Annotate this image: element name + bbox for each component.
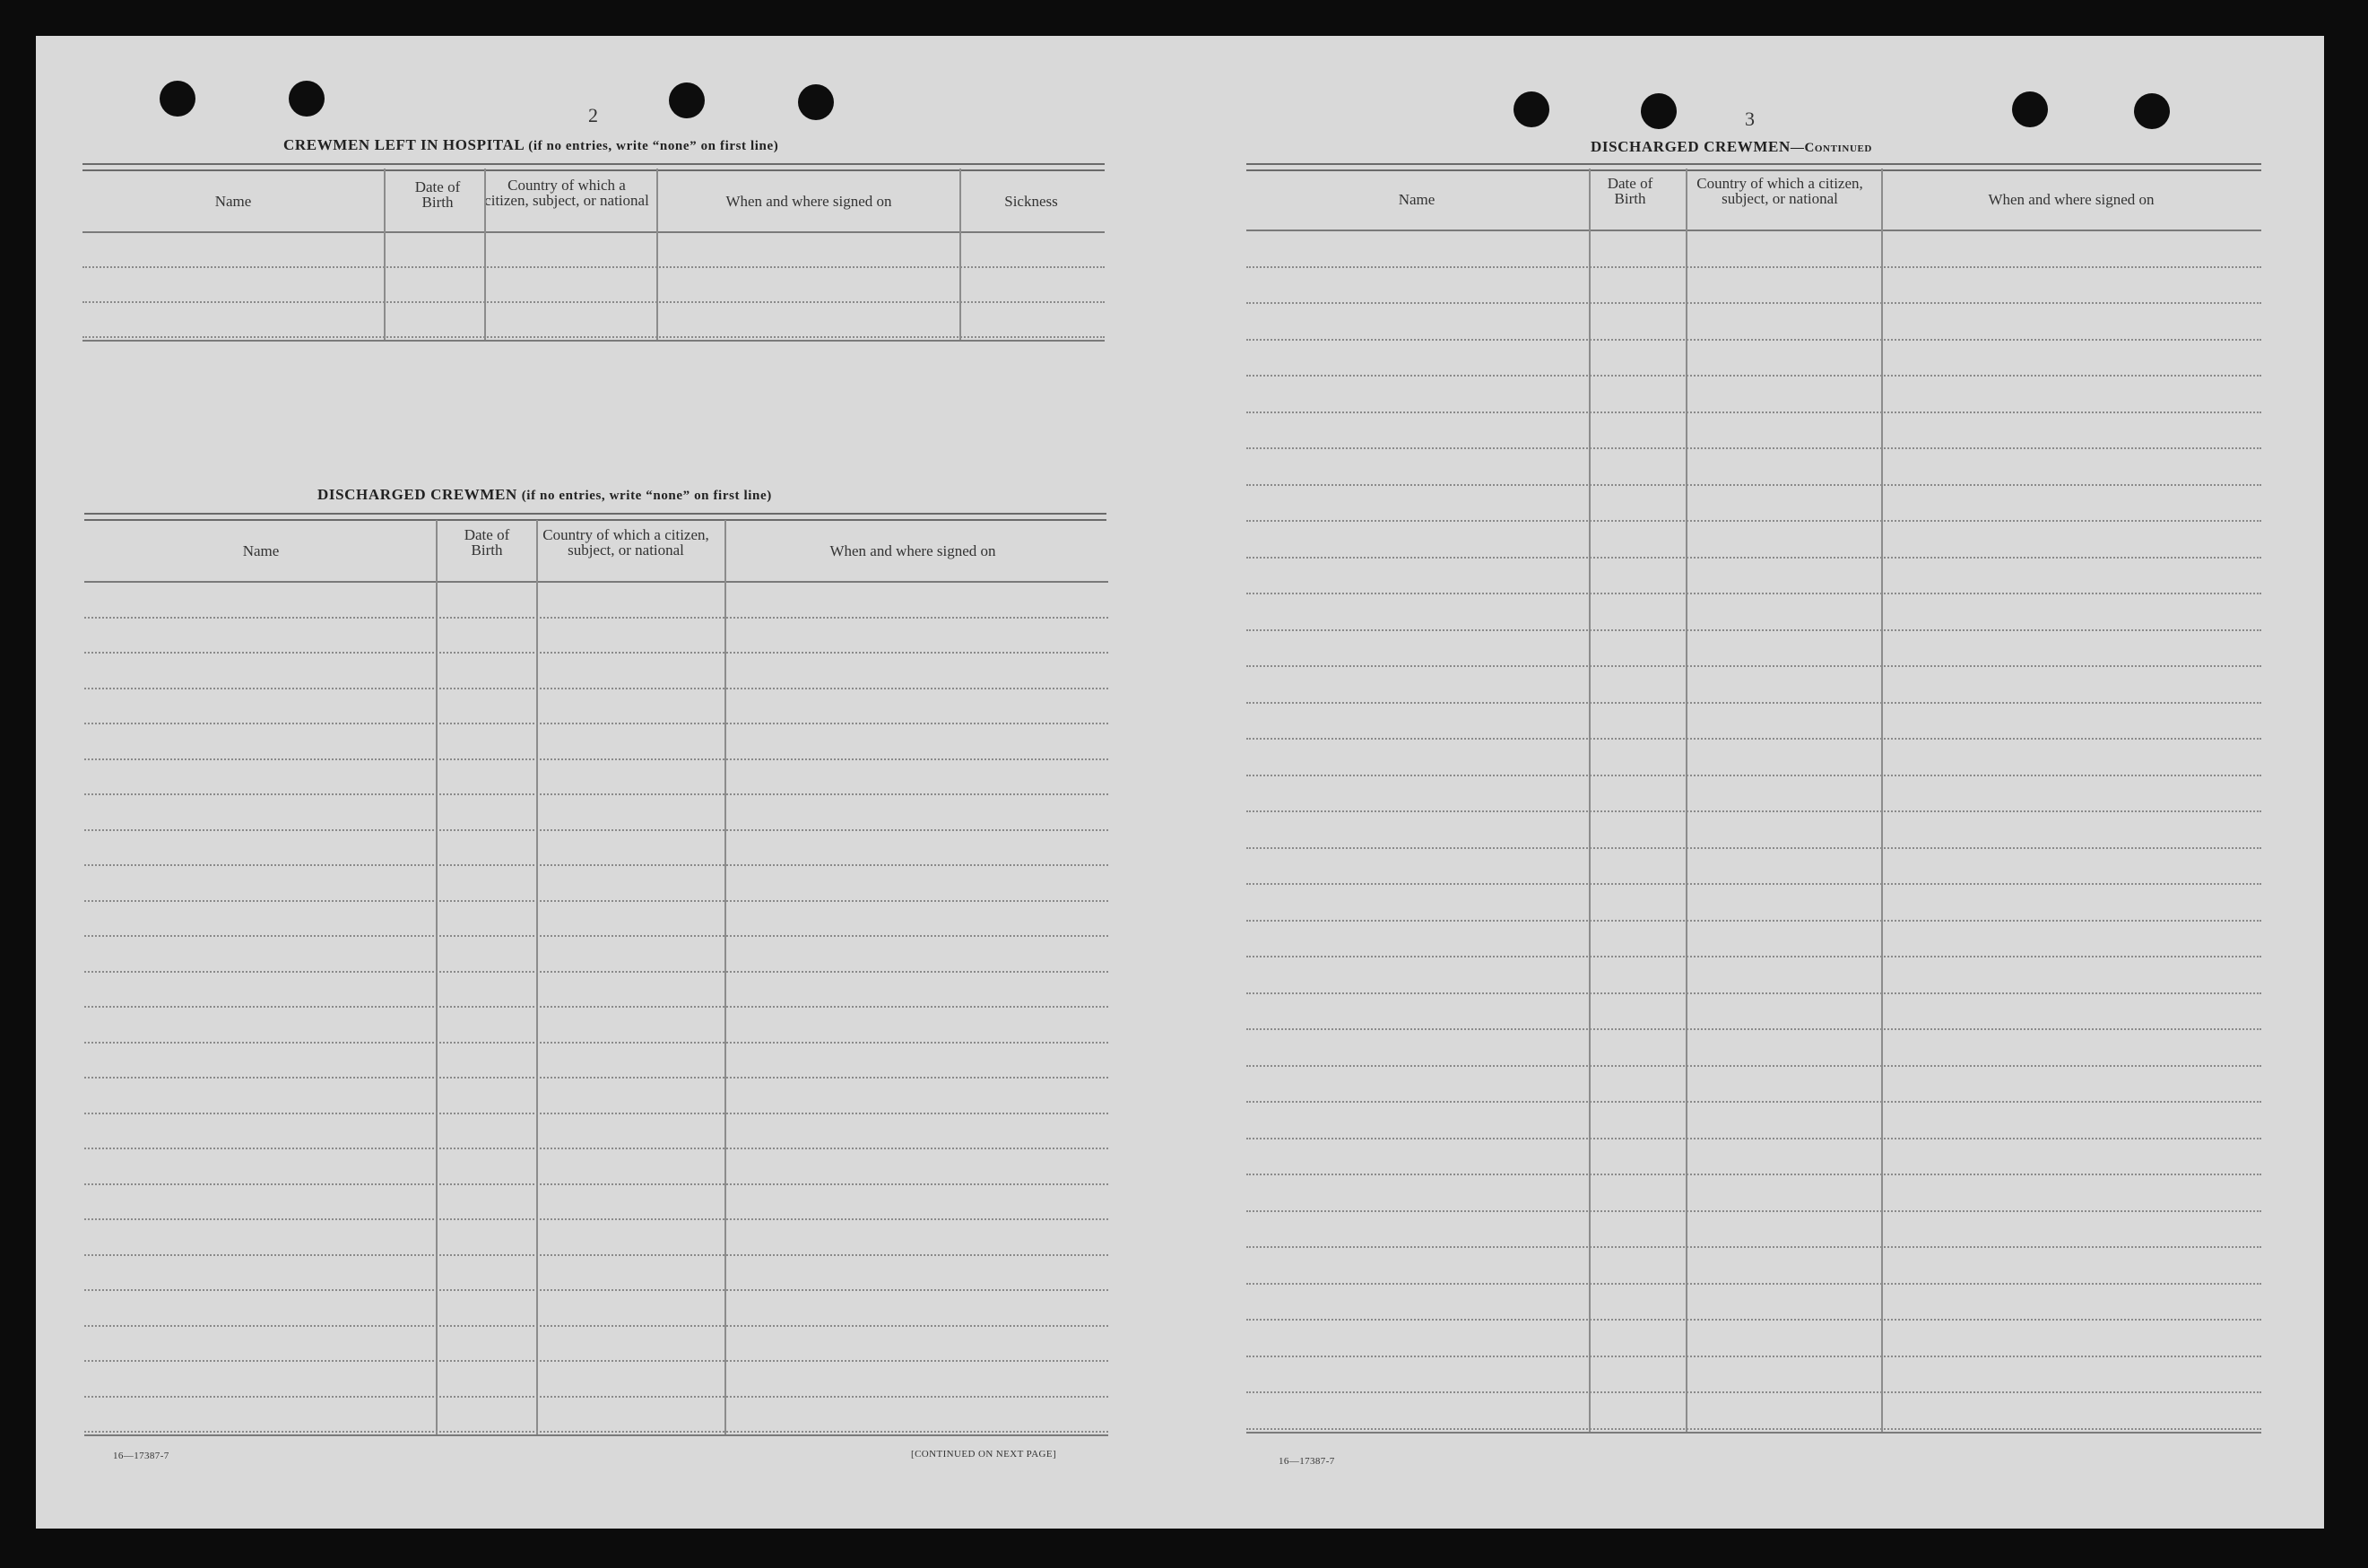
discharged-title-note: (if no entries, write “none” on first line) <box>521 489 772 503</box>
row-rule <box>84 1148 1108 1149</box>
row-rule <box>1246 1319 2261 1321</box>
row-rule <box>84 1289 1108 1291</box>
row-rule <box>1246 1210 2261 1212</box>
form-number-right: 16—17387-7 <box>1279 1456 1335 1467</box>
row-rule <box>1246 1356 2261 1357</box>
col-header-signed-on: When and where signed on <box>829 542 996 559</box>
form-number-left: 16—17387-7 <box>113 1451 169 1461</box>
row-rule <box>84 935 1108 937</box>
row-rule <box>84 1396 1108 1398</box>
row-rule <box>1246 484 2261 486</box>
column-divider <box>959 169 961 340</box>
col-header-signed-on: When and where signed on <box>725 193 892 210</box>
row-rule <box>84 1360 1108 1362</box>
row-rule <box>82 336 1105 338</box>
row-rule <box>84 829 1108 831</box>
discharged-continued-top-rule <box>1246 163 2261 171</box>
row-rule <box>1246 302 2261 304</box>
page-number-left: 2 <box>588 104 598 126</box>
col-header-date-of-birth: Date of Birth <box>414 178 461 211</box>
row-rule <box>84 723 1108 724</box>
row-rule <box>84 1077 1108 1079</box>
column-divider <box>384 169 386 340</box>
row-rule <box>84 1325 1108 1327</box>
row-rule <box>1246 883 2261 885</box>
col-header-country: Country of which a citizen, subject, or national <box>542 526 709 559</box>
discharged-continued-text: DISCHARGED CREWMEN <box>1591 138 1791 155</box>
punch-hole <box>160 81 195 117</box>
row-rule <box>84 1183 1108 1185</box>
row-rule <box>1246 1065 2261 1067</box>
row-rule <box>84 758 1108 760</box>
row-rule <box>1246 810 2261 812</box>
continued-note: [CONTINUED ON NEXT PAGE] <box>911 1449 1057 1460</box>
column-divider <box>536 520 538 1434</box>
punch-hole <box>2012 91 2048 127</box>
row-rule <box>1246 702 2261 704</box>
column-divider <box>656 169 658 340</box>
hospital-section-title <box>283 136 778 154</box>
row-rule <box>84 900 1108 902</box>
row-rule <box>1246 956 2261 957</box>
row-rule <box>84 1218 1108 1220</box>
discharged-top-rule <box>84 513 1106 521</box>
col-header-country: Country of which a citizen, subject, or national <box>484 177 649 209</box>
discharged-section-title <box>317 486 772 504</box>
row-rule <box>1246 557 2261 559</box>
hospital-title-text: CREWMEN LEFT IN HOSPITAL <box>283 136 525 153</box>
punch-hole <box>1514 91 1549 127</box>
punch-hole <box>1641 93 1677 129</box>
row-rule <box>84 1254 1108 1256</box>
row-rule <box>84 688 1108 689</box>
row-rule <box>1246 920 2261 922</box>
punch-hole <box>2134 93 2170 129</box>
row-rule <box>1246 375 2261 377</box>
col-header-name: Name <box>242 542 280 559</box>
discharged-continued-title <box>1591 138 1872 156</box>
row-rule <box>1246 1246 2261 1248</box>
row-rule <box>84 1042 1108 1044</box>
col-header-date-of-birth: Date of Birth <box>1607 175 1653 207</box>
row-rule <box>1246 847 2261 849</box>
header-rule <box>82 231 1105 233</box>
row-rule <box>1246 775 2261 776</box>
punch-hole <box>289 81 325 117</box>
column-divider <box>1881 169 1883 1432</box>
col-header-country: Country of which a citizen, subject, or national <box>1696 175 1863 207</box>
col-header-name: Name <box>214 193 252 210</box>
row-rule <box>1246 411 2261 413</box>
column-divider <box>724 520 726 1434</box>
row-rule <box>1246 266 2261 268</box>
column-divider <box>1589 169 1591 1432</box>
row-rule <box>1246 1428 2261 1430</box>
col-header-sickness: Sickness <box>1004 193 1058 210</box>
col-header-signed-on: When and where signed on <box>1988 191 2155 208</box>
column-divider <box>436 520 438 1434</box>
row-rule <box>82 301 1105 303</box>
column-divider <box>1686 169 1687 1432</box>
hospital-title-note: (if no entries, write “none” on first line) <box>528 139 779 153</box>
header-rule <box>84 581 1108 583</box>
discharged-title-text: DISCHARGED CREWMEN <box>317 486 517 503</box>
row-rule <box>1246 1028 2261 1030</box>
row-rule <box>1246 1391 2261 1393</box>
row-rule <box>1246 520 2261 522</box>
row-rule <box>84 652 1108 654</box>
col-header-date-of-birth: Date of Birth <box>464 526 510 559</box>
row-rule <box>1246 1138 2261 1139</box>
row-rule <box>82 266 1105 268</box>
row-rule <box>84 617 1108 619</box>
table-bottom-rule <box>82 340 1105 342</box>
row-rule <box>84 1113 1108 1114</box>
row-rule <box>1246 738 2261 740</box>
punch-hole <box>669 82 705 118</box>
row-rule <box>1246 593 2261 594</box>
row-rule <box>1246 1283 2261 1285</box>
row-rule <box>1246 447 2261 449</box>
row-rule <box>1246 1101 2261 1103</box>
row-rule <box>84 1006 1108 1008</box>
row-rule <box>84 793 1108 795</box>
row-rule <box>1246 629 2261 631</box>
page-number-right: 3 <box>1745 108 1755 130</box>
row-rule <box>84 971 1108 973</box>
table-bottom-rule <box>84 1434 1108 1436</box>
header-rule <box>1246 230 2261 231</box>
row-rule <box>84 864 1108 866</box>
column-divider <box>484 169 486 340</box>
row-rule <box>1246 339 2261 341</box>
table-bottom-rule <box>1246 1432 2261 1434</box>
continued-label: —Continued <box>1790 141 1872 155</box>
form-sheet <box>36 36 2324 1529</box>
punch-hole <box>798 84 834 120</box>
hospital-top-rule <box>82 163 1105 171</box>
row-rule <box>1246 992 2261 994</box>
row-rule <box>84 1431 1108 1433</box>
row-rule <box>1246 1174 2261 1175</box>
col-header-name: Name <box>1398 191 1436 208</box>
row-rule <box>1246 665 2261 667</box>
